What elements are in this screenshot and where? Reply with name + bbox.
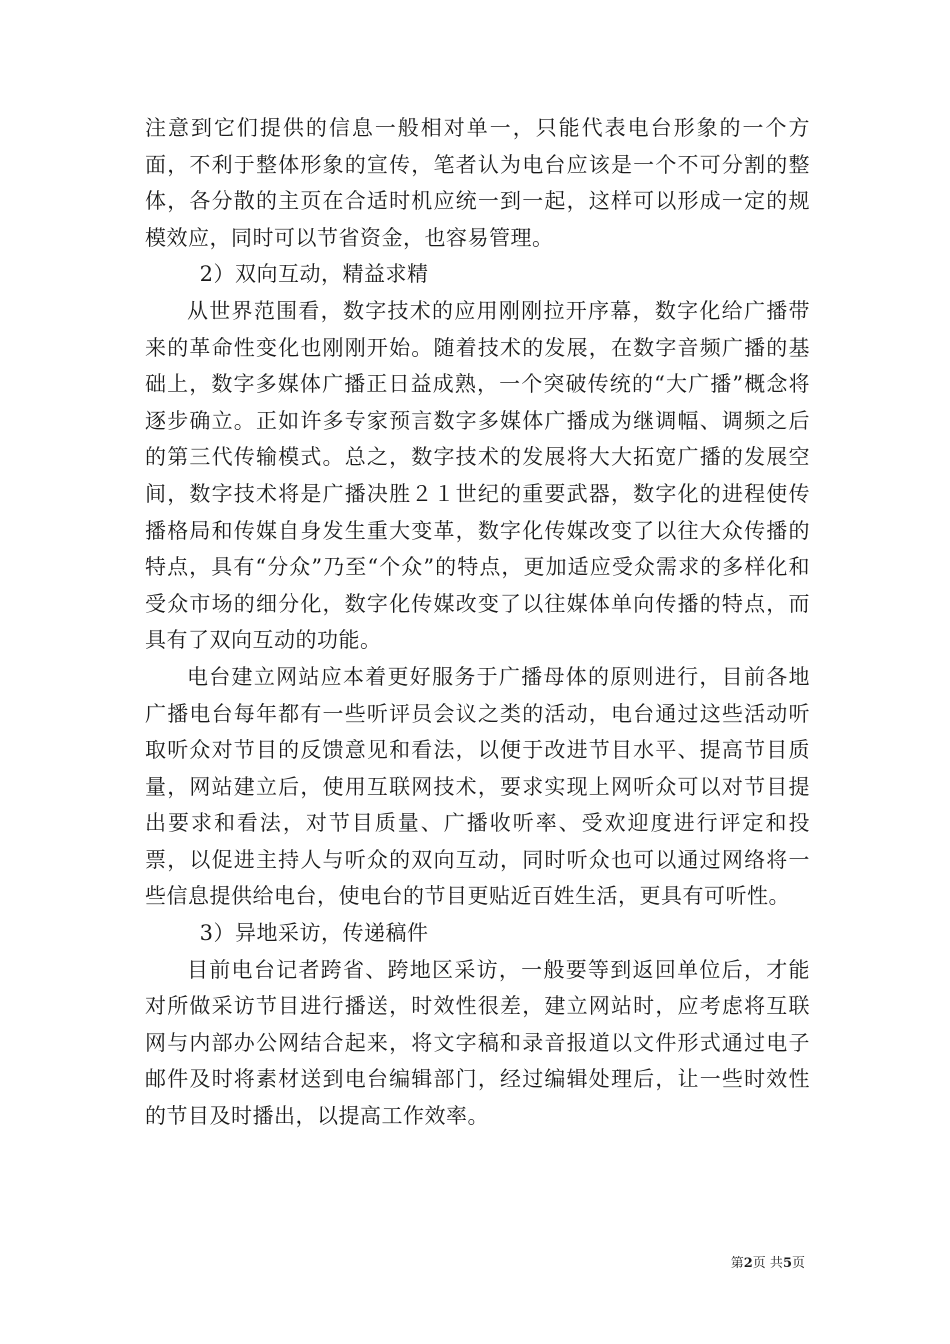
paragraph-continuation: 注意到它们提供的信息一般相对单一，只能代表电台形象的一个方面，不利于整体形象的宣传，笔者认为电台应该是一个不可分割的整体，各分散的主页在合适时机应统一到一起，这样可以形成一定的规模效应，同时可以节省资金，也容易管理。 bbox=[145, 116, 810, 250]
footer-prefix: 第 bbox=[730, 1256, 744, 1271]
footer-suffix: 页 bbox=[791, 1256, 805, 1271]
page-number-footer bbox=[731, 1252, 805, 1271]
total-pages-number: 5 bbox=[782, 1256, 792, 1271]
document-body bbox=[145, 110, 810, 1135]
footer-middle: 页 共 bbox=[752, 1256, 783, 1271]
section-heading-remote-interview: 3）异地采访，传递稿件 bbox=[199, 921, 429, 946]
paragraph-website-service: 电台建立网站应本着更好服务于广播母体的原则进行，目前各地广播电台每年都有一些听评员会议之类的活动，电台通过这些活动听取听众对节目的反馈意见和看法，以便于改进节目水平、提高节目质量，网站建立后，使用互联网技术，要求实现上网听众可以对节目提出要求和看法，对节目质量、广播收听率、受欢迎度进行评定和投票，以促进主持人与听众的双向互动，同时听众也可以通过网络将一些信息提供给电台，使电台的节目更贴近百姓生活，更具有可听性。 bbox=[145, 664, 810, 909]
current-page-number: 2 bbox=[743, 1256, 753, 1271]
paragraph-digital-technology: 从世界范围看，数字技术的应用刚刚拉开序幕，数字化给广播带来的革命性变化也刚刚开始。随着技术的发展，在数字音频广播的基础上，数字多媒体广播正日益成熟，一个突破传统的“大广播”概念将逐步确立。正如许多专家预言数字多媒体广播成为继调幅、调频之后的第三代传输模式。总之，数字技术的发展将大大拓宽广播的发展空间，数字技术将是广播决胜２１世纪的重要武器，数字化的进程使传播格局和传媒自身发生重大变革，数字化传媒改变了以往大众传播的特点，具有“分众”乃至“个众”的特点，更加适应受众需求的多样化和受众市场的细分化，数字化传媒改变了以往媒体单向传播的特点，而具有了双向互动的功能。 bbox=[145, 298, 810, 653]
section-heading-two-way-interaction: 2）双向互动，精益求精 bbox=[199, 262, 429, 287]
paragraph-remote-reporting: 目前电台记者跨省、跨地区采访，一般要等到返回单位后，才能对所做采访节目进行播送，时效性很差，建立网站时，应考虑将互联网与内部办公网结合起来，将文字稿和录音报道以文件形式通过电子邮件及时将素材送到电台编辑部门，经过编辑处理后，让一些时效性的节目及时播出，以提高工作效率。 bbox=[145, 957, 810, 1129]
